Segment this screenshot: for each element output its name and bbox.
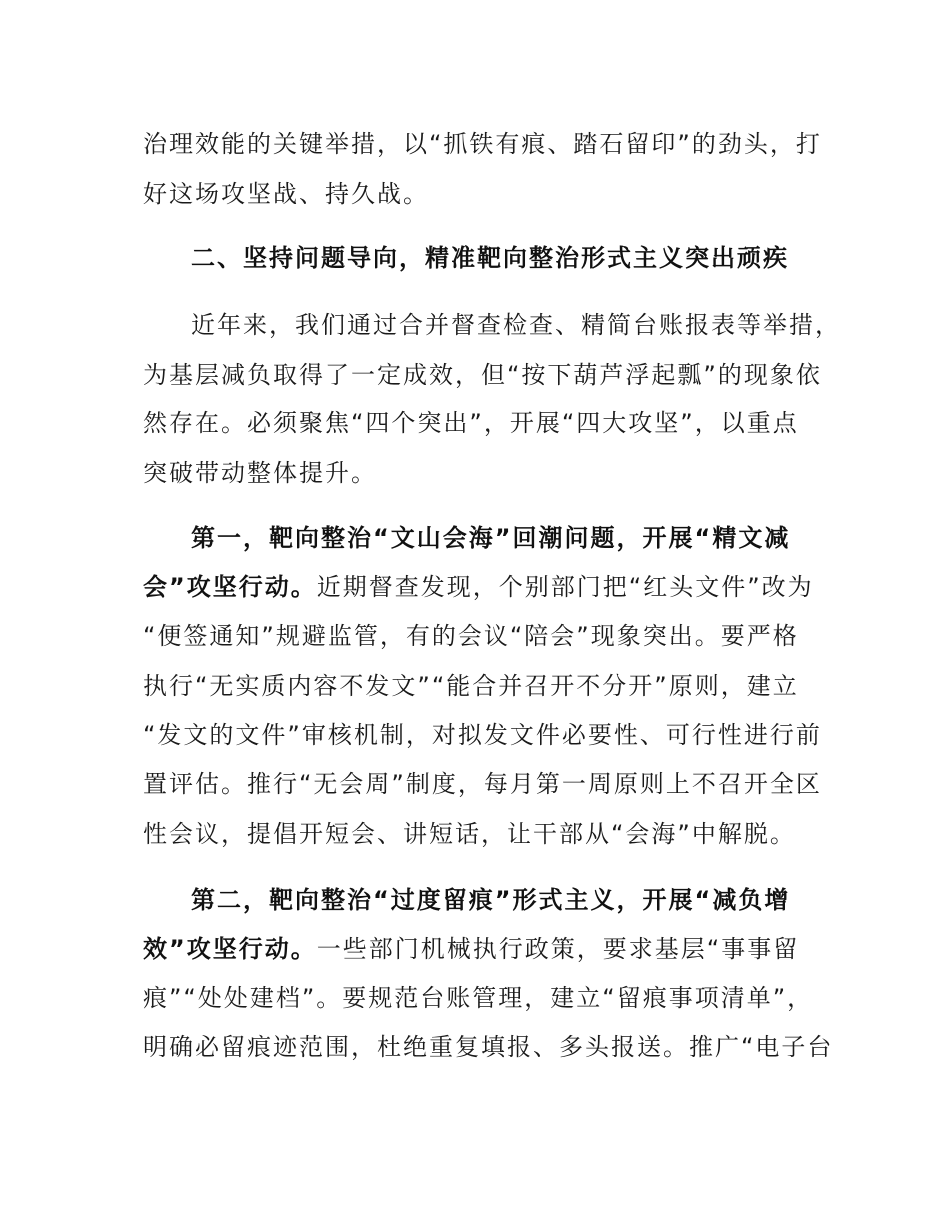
paragraph1-line-2: 为基层减负取得了一定成效，但“按下葫芦浮起瓢”的现象依 (143, 361, 822, 389)
paragraph1-line-4: 突破带动整体提升。 (143, 459, 377, 487)
item1-line-6: 置评估。推行“无会周”制度，每月第一周原则上不召开全区 (143, 770, 822, 798)
paragraph1-line-3: 然存在。必须聚焦“四个突出”，开展“四大攻坚”，以重点 (143, 409, 799, 437)
item1-title-line-2: 会”攻坚行动。 (143, 573, 317, 601)
item1-line-5: “发文的文件”审核机制，对拟发文件必要性、可行性进行前 (143, 721, 822, 749)
intro-line-1: 治理效能的关键举措，以“抓铁有痕、踏石留印”的劲头，打 (143, 130, 822, 158)
item1-line-7: 性会议，提倡开短会、讲短话，让干部从“会海”中解脱。 (143, 820, 796, 848)
item1-line-4: 执行“无实质内容不发文”“能合并召开不分开”原则，建立 (143, 672, 799, 700)
item2-line-3: 痕”“处处建档”。要规范台账管理，建立“留痕事项清单”， (143, 984, 814, 1012)
item2-line-4: 明确必留痕迹范围，杜绝重复填报、多头报送。推广“电子台 (143, 1033, 834, 1061)
item2-title-line-1: 第二，靶向整治“过度留痕”形式主义，开展“减负增 (191, 886, 791, 914)
item2-title-line-2: 效”攻坚行动。 (143, 935, 317, 963)
item2-line-2-rest: 一些部门机械执行政策，要求基层“事事留 (316, 935, 800, 963)
intro-line-2: 好这场攻坚战、持久战。 (143, 180, 429, 208)
item1-line-2 (143, 567, 814, 607)
item2-line-2 (143, 929, 799, 969)
section-heading: 二、坚持问题导向，精准靶向整治形式主义突出顽疾 (191, 244, 789, 272)
item1-title-line-1: 第一，靶向整治“文山会海”回潮问题，开展“精文减 (191, 524, 791, 552)
paragraph1-line-1: 近年来，我们通过合并督查检查、精简台账报表等举措， (191, 311, 841, 339)
item1-line-2-rest: 近期督查发现，个别部门把“红头文件”改为 (316, 573, 814, 601)
item1-line-3: “便签通知”规避监管，有的会议“陪会”现象突出。要严格 (143, 622, 799, 650)
